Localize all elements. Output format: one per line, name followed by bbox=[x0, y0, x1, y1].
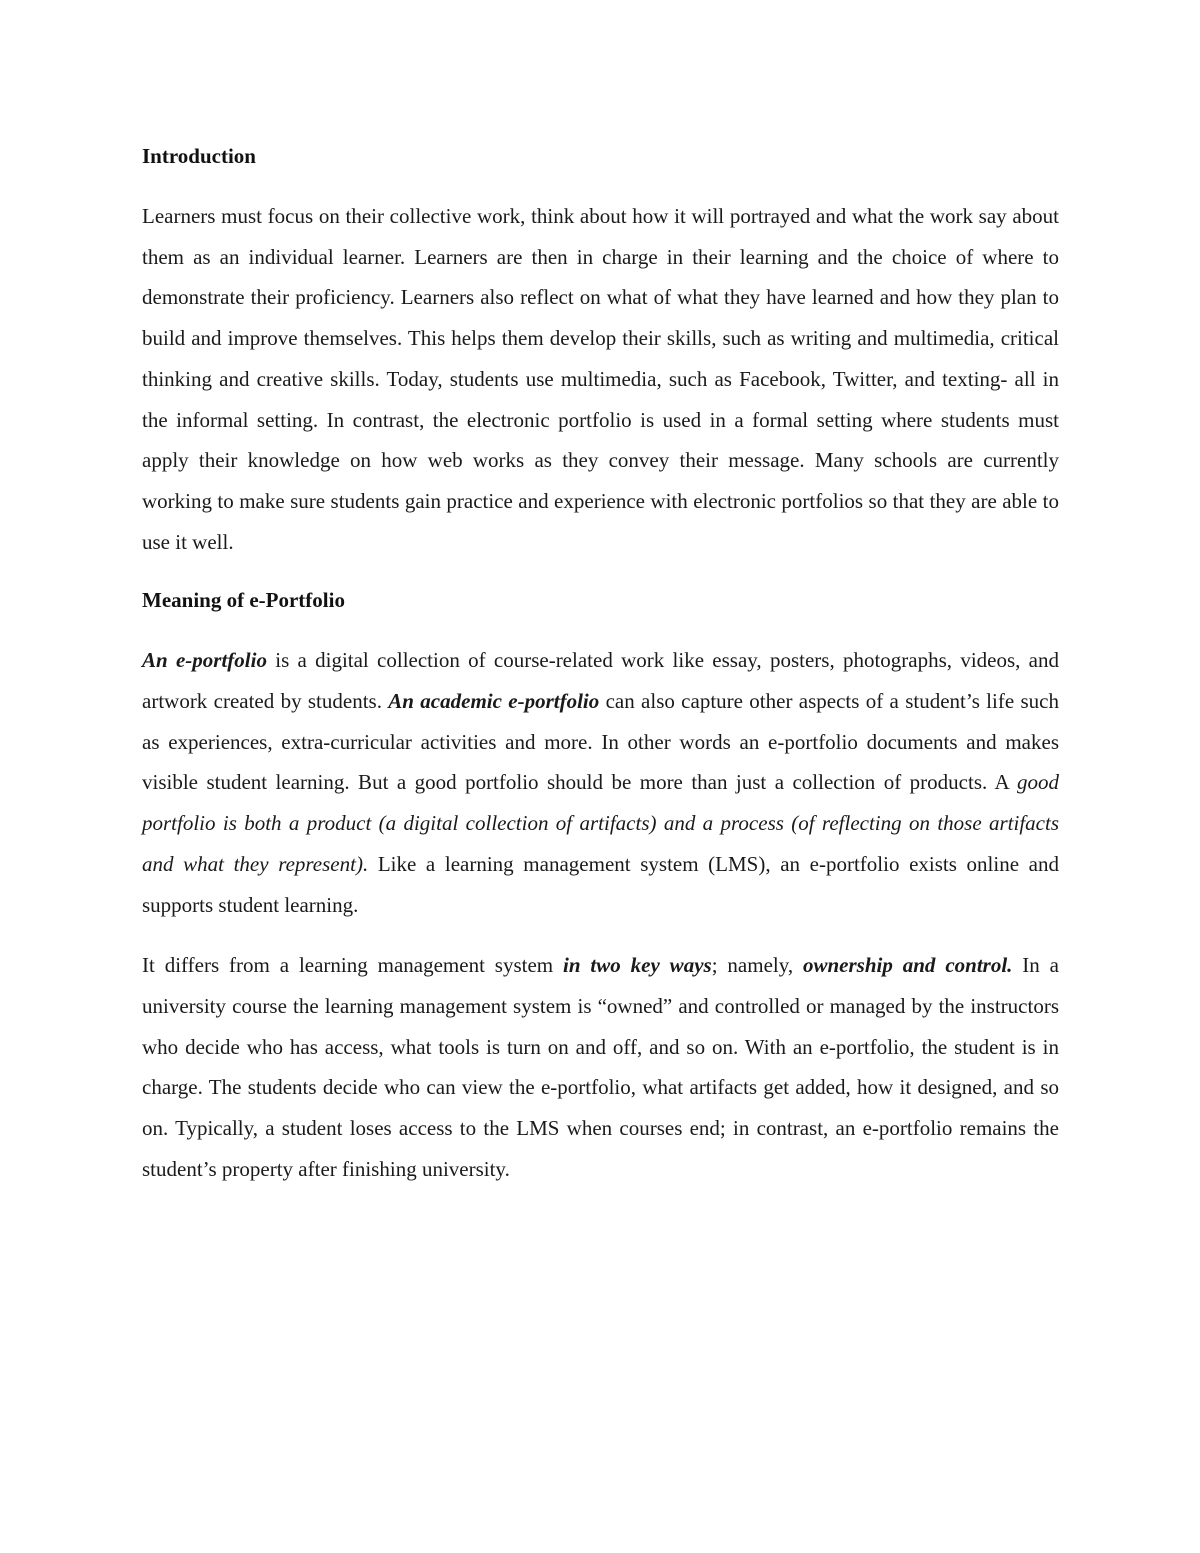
meaning-p1-text-1: is a digital collection of course-related work like essay, posters, photographs, videos, and artwork created by students. bbox=[142, 648, 1059, 714]
meaning-p2-text-2: ; namely, bbox=[711, 953, 803, 978]
meaning-paragraph-2 bbox=[142, 945, 1059, 1189]
meaning-p2-text-3: In a university course the learning management system is “owned” and controlled or managed by the instructors who decide who has access, what tools is turn on and off, and so on. With an e-portfolio, the student is in charge. The students decide who can view the e-portfolio, what artifacts get added, how it designed, and so on. Typically, a student loses access to the LMS when courses end; in contrast, an e-portfolio remains the student’s property after finishing university. bbox=[142, 953, 1060, 1181]
heading-introduction: Introduction bbox=[142, 144, 256, 168]
heading-meaning-of-e-portfolio: Meaning of e-Portfolio bbox=[142, 588, 345, 613]
document-body bbox=[142, 138, 1059, 1189]
good-portfolio-definition: good portfolio is both a product (a digital collection of artifacts) and a process (of reflecting on those artifacts and what they represent). bbox=[142, 770, 1059, 876]
emphasis-ownership-and-control: ownership and control. bbox=[803, 953, 1013, 978]
meaning-p1-text-3: Like a learning management system (LMS), an e-portfolio exists online and supports student learning. bbox=[142, 851, 1059, 917]
meaning-p1-text-2: can also capture other aspects of a student’s life such as experiences, extra-curricular activities and more. In other words an e-portfolio documents and makes visible student learning. But a good portfolio should be more than just a collection of products. A bbox=[142, 689, 1059, 795]
meaning-p2-text-1: It differs from a learning management system bbox=[142, 953, 564, 978]
meaning-paragraph-1 bbox=[142, 640, 1059, 925]
term-e-portfolio: An e-portfolio bbox=[142, 648, 267, 673]
intro-paragraph: Learners must focus on their collective work, think about how it will portrayed and what the work say about them as an individual learner. Learners are then in charge in their learning and the choice of where to demonstrate their proficiency. Learners also reflect on what of what they have learned and how they plan to build and improve themselves. This helps them develop their skills, such as writing and multimedia, critical thinking and creative skills. Today, students use multimedia, such as Facebook, Twitter, and texting- all in the informal setting. In contrast, the electronic portfolio is used in a formal setting where students must apply their knowledge on how web works as they convey their message. Many schools are currently working to make sure students gain practice and experience with electronic portfolios so that they are able to use it well. bbox=[142, 204, 1059, 554]
emphasis-two-key-ways: in two key ways bbox=[563, 953, 712, 978]
term-academic-e-portfolio: An academic e-portfolio bbox=[388, 689, 600, 714]
